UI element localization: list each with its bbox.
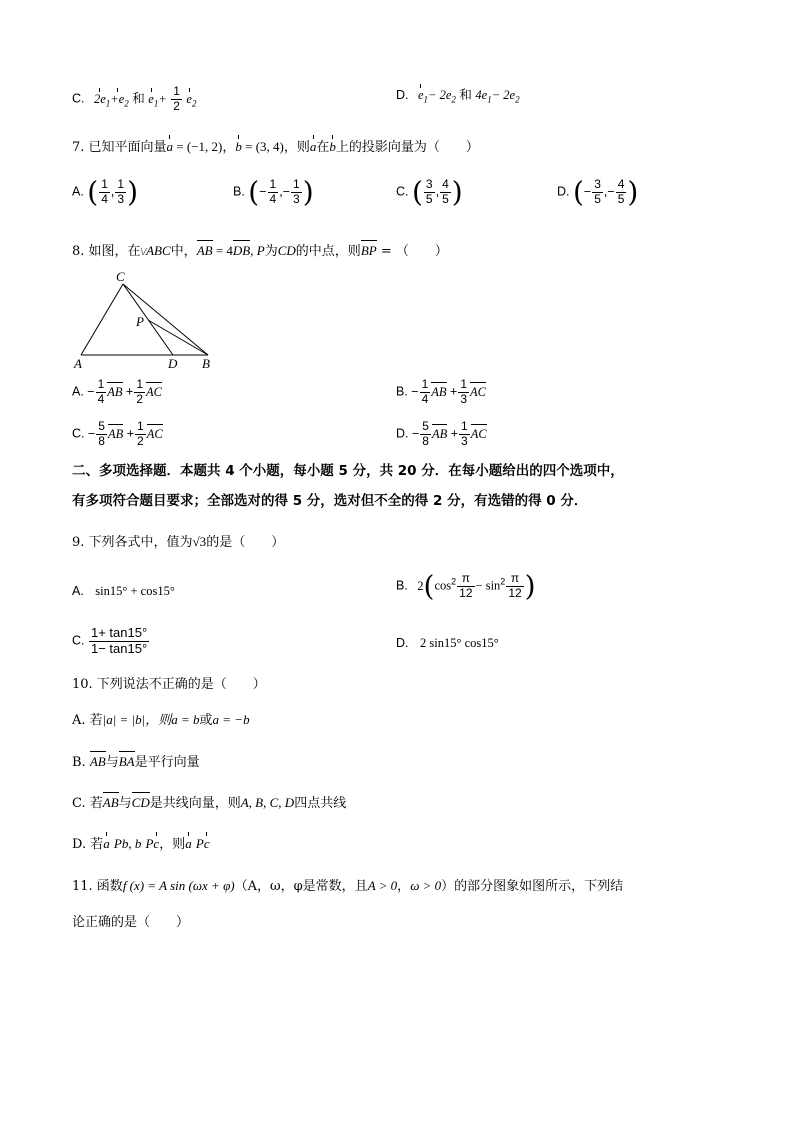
q8-stem: 8. 如图，在\/ABC中，AB = 4DB, P为CD的中点，则BP = （ ） <box>72 243 448 259</box>
q9-option-b[interactable]: B. $2(\cos^2$ $\frac{\pi}{12}$ − $\sin^2$ $\frac{\pi}{12}$ ) <box>396 569 536 603</box>
q10-option-d[interactable]: D. 若a Pb, b Pc，则a Pc <box>72 836 210 852</box>
label-a: A <box>74 356 82 371</box>
q6-option-d[interactable]: D. $e_1- 2e_2$ 和 $4e_1- 2e_2$ <box>396 88 520 105</box>
line-pb <box>148 320 208 355</box>
q10-option-a[interactable]: A. 若|a| = |b|，则a = b或a = −b <box>72 712 250 728</box>
triangle-figure <box>70 268 220 374</box>
q11-stem: 11. 函数f (x) = A sin (ωx + φ)（A，ω，φ是常数，且A > 0，ω > 0）的部分图象如图所示，下列结 <box>72 878 624 894</box>
q7-option-c[interactable]: C. ( $\frac{3}{5}$ , $\frac{4}{5}$ ) <box>396 175 463 209</box>
q7-option-a[interactable]: A. ( $\frac{1}{4}$ , $\frac{1}{3}$ ) <box>72 175 139 209</box>
q8-option-b[interactable]: B. − $\frac{1}{4}$ AB + $\frac{1}{3}$ AC <box>396 377 487 406</box>
q10-option-b[interactable]: B. AB与BA是平行向量 <box>72 754 200 770</box>
label-c: C <box>116 269 125 284</box>
section-2-heading: 二、多项选择题．本题共 4 个小题，每小题 5 分，共 20 分．在每小题给出的四个选项中， 有多项符合题目要求；全部选对的得 5 分，选对但不全的得 2 分，有选错的得 0 分． <box>72 463 624 509</box>
label-p: P <box>136 314 144 329</box>
q8-option-c[interactable]: C. − $\frac{5}{8}$ AB + $\frac{1}{2}$ AC <box>72 419 163 448</box>
q8-option-d[interactable]: D. − $\frac{5}{8}$ AB + $\frac{1}{3}$ AC <box>396 419 487 448</box>
q9-option-d[interactable]: D. 2 sin15° cos15° <box>396 636 499 650</box>
label-b: B <box>202 356 210 371</box>
fraction-half: $\frac{1}{2}$ <box>173 84 180 113</box>
q7-stem: 7. 已知平面向量a = (−1, 2)，b = (3, 4)，则a在b上的投影向量为（ ） <box>72 139 479 155</box>
q10-stem: 10. 下列说法不正确的是（ ） <box>72 677 266 692</box>
q11-stem-line2: 论正确的是（ ） <box>72 915 190 930</box>
q7-option-b[interactable]: B. (− $\frac{1}{4}$ ,− $\frac{1}{3}$ ) <box>233 175 314 209</box>
q10-option-c[interactable]: C. 若AB与CD是共线向量，则A, B, C, D四点共线 <box>72 795 347 811</box>
q9-stem: 9. 下列各式中，值为√3的是（ ） <box>72 534 285 550</box>
q6-option-c[interactable]: C. $2e_1+e_2$ 和 $e_1+$ $\frac{1}{2}$ $e_2$ <box>72 84 197 113</box>
q7-option-d[interactable]: D. (− $\frac{3}{5}$ ,− $\frac{4}{5}$ ) <box>557 175 639 209</box>
label-d: D <box>168 356 178 371</box>
q9-option-c[interactable]: C. $\frac{1+ \tan 15^\circ}{1- \tan 15^\circ}$ <box>72 625 148 656</box>
line-ac <box>81 284 123 355</box>
q9-option-a[interactable]: A. sin15° + cos15° <box>72 584 175 598</box>
q8-option-a[interactable]: A. − $\frac{1}{4}$ AB + $\frac{1}{2}$ AC <box>72 377 163 406</box>
